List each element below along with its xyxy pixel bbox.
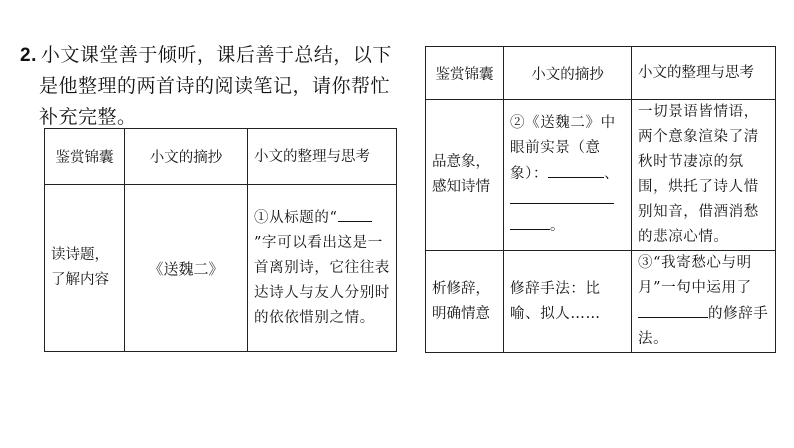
answer-blank-2a[interactable] — [548, 161, 604, 178]
excerpt-cell: 修辞手法：比喻、拟人…… — [504, 251, 632, 353]
header-tip: 鉴赏锦囊 — [45, 129, 125, 185]
note-cell: 一切景语皆情语，两个意象渲染了清秋时节凄凉的氛围，烘托了诗人惜别知音，借酒消愁的悲凉心情。 — [632, 100, 776, 251]
tip-cell: 品意象， 感知诗情 — [426, 100, 504, 251]
question-line-2: 是他整理的两首诗的阅读笔记，请你帮忙 — [39, 75, 391, 97]
note-cell: ①从标题的“”字可以看出这是一首离别诗，它往往表达诗人与友人分别时的依依惜别之情。 — [248, 185, 397, 352]
question-number: 2. — [20, 45, 37, 66]
excerpt-cell: ②《送魏二》中眼前实景（意象）： 、。 — [504, 100, 632, 251]
answer-blank-2c[interactable] — [510, 213, 550, 230]
question-line-3: 补充完整。 — [39, 106, 137, 128]
header-excerpt: 小文的摘抄 — [125, 129, 248, 185]
reading-notes-table-1 — [44, 128, 397, 352]
answer-blank-2b[interactable] — [510, 187, 614, 204]
header-note: 小文的整理与思考 — [632, 47, 776, 100]
header-tip: 鉴赏锦囊 — [426, 47, 504, 100]
question-stem — [20, 40, 415, 133]
tip-cell: 析修辞， 明确情意 — [426, 251, 504, 353]
note-cell: ③“我寄愁心与明月”一句中运用了的修辞手法。 — [632, 251, 776, 353]
question-line-1: 2. 小文课堂善于倾听，课后善于总结，以下 — [20, 44, 392, 66]
answer-blank-1[interactable] — [338, 205, 372, 222]
header-excerpt: 小文的摘抄 — [504, 47, 632, 100]
reading-notes-table-2 — [425, 46, 776, 353]
excerpt-cell: 《送魏二》 — [125, 185, 248, 352]
answer-blank-3[interactable] — [638, 301, 708, 318]
header-note: 小文的整理与思考 — [248, 129, 397, 185]
tip-cell: 读诗题， 了解内容 — [45, 185, 125, 352]
